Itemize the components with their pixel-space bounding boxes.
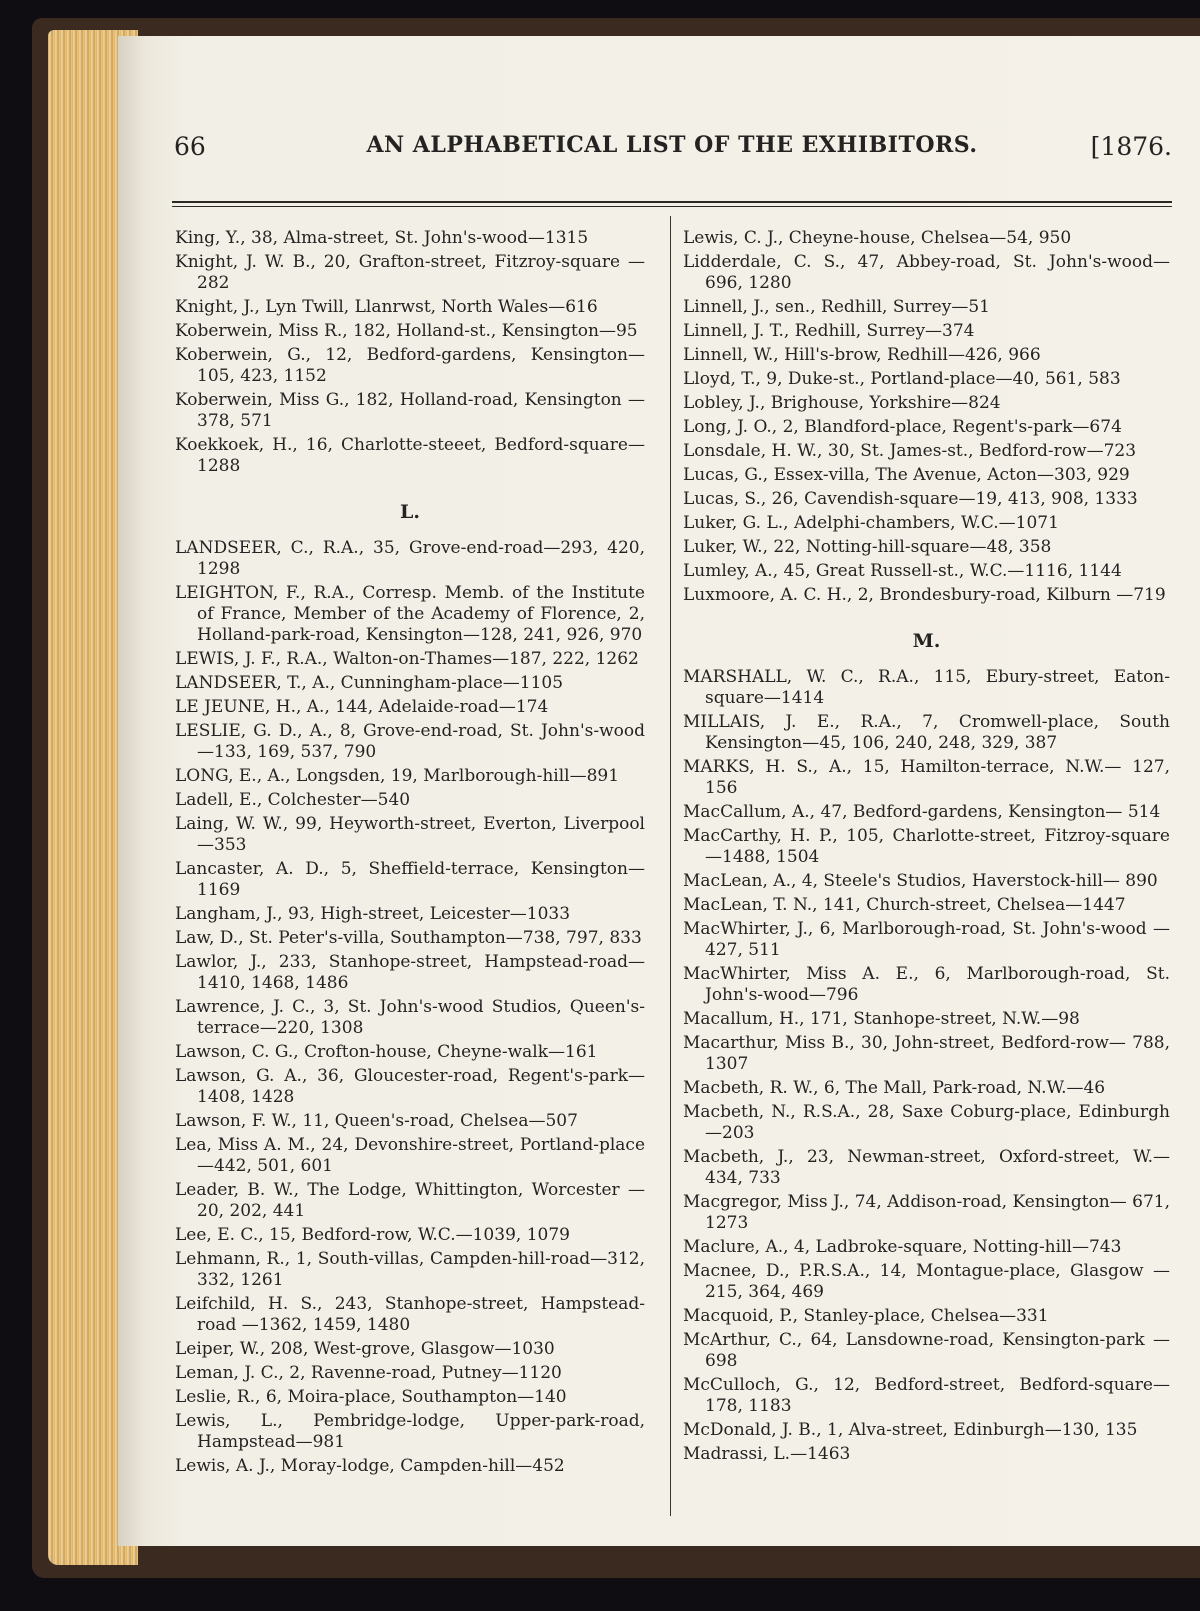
exhibitor-entry: Lonsdale, H. W., 30, St. James-st., Bedford-row—723: [683, 441, 1137, 461]
exhibitor-entry: Macgregor, Miss J., 74, Addison-road, Kensington— 671, 1273: [683, 1192, 1170, 1233]
exhibitor-entry: Lawson, F. W., 11, Queen's-road, Chelsea—507: [175, 1111, 578, 1131]
exhibitor-entry: LESLIE, G. D., A., 8, Grove-end-road, St. John's-wood—133, 169, 537, 790: [175, 721, 645, 762]
exhibitor-entry: Lewis, L., Pembridge-lodge, Upper-park-road, Hampstead—981: [175, 1411, 645, 1452]
exhibitor-entry: Koberwein, Miss R., 182, Holland-st., Kensington—95: [175, 321, 638, 341]
exhibitor-entry: King, Y., 38, Alma-street, St. John's-wood—1315: [175, 228, 589, 248]
exhibitor-entry: Macbeth, R. W., 6, The Mall, Park-road, N.W.—46: [683, 1078, 1106, 1098]
exhibitor-entry: Lancaster, A. D., 5, Sheffield-terrace, Kensington— 1169: [175, 859, 645, 900]
running-title: AN ALPHABETICAL LIST OF THE EXHIBITORS.: [366, 132, 978, 158]
exhibitor-entry: Macnee, D., P.R.S.A., 14, Montague-place, Glasgow —215, 364, 469: [683, 1261, 1170, 1302]
exhibitor-entry: Macbeth, N., R.S.A., 28, Saxe Coburg-place, Edinburgh—203: [683, 1102, 1170, 1143]
page-number: 66: [174, 132, 206, 161]
exhibitor-entry: MacWhirter, J., 6, Marlborough-road, St. John's-wood —427, 511: [683, 919, 1170, 960]
right-column: [683, 228, 1170, 1468]
exhibitor-entry: Lehmann, R., 1, South-villas, Campden-hill-road—312, 332, 1261: [175, 1249, 645, 1290]
exhibitor-entry: Macallum, H., 171, Stanhope-street, N.W.—98: [683, 1009, 1080, 1029]
exhibitor-entry: Luker, G. L., Adelphi-chambers, W.C.—1071: [683, 513, 1059, 533]
exhibitor-entry: Lawson, C. G., Crofton-house, Cheyne-walk—161: [175, 1042, 598, 1062]
left-column: [175, 228, 645, 1480]
exhibitor-entry: Lawlor, J., 233, Stanhope-street, Hampstead-road— 1410, 1468, 1486: [175, 952, 645, 993]
exhibitor-entry: MILLAIS, J. E., R.A., 7, Cromwell-place, South Kensington—45, 106, 240, 248, 329, 387: [683, 712, 1170, 753]
exhibitor-entry: Madrassi, L.—1463: [683, 1444, 851, 1464]
exhibitor-entry: LEWIS, J. F., R.A., Walton-on-Thames—187, 222, 1262: [175, 649, 639, 669]
exhibitor-entry: MARSHALL, W. C., R.A., 115, Ebury-street, Eaton-square—1414: [683, 667, 1170, 708]
exhibitor-entry: MacCallum, A., 47, Bedford-gardens, Kensington— 514: [683, 802, 1161, 822]
header-rule-thin: [172, 206, 1172, 207]
exhibitor-entry: Leman, J. C., 2, Ravenne-road, Putney—1120: [175, 1363, 562, 1383]
exhibitor-entry: Linnell, J. T., Redhill, Surrey—374: [683, 321, 975, 341]
exhibitor-entry: MARKS, H. S., A., 15, Hamilton-terrace, N.W.— 127, 156: [683, 757, 1170, 798]
section-heading-l: L.: [400, 501, 420, 523]
exhibitor-entry: Leslie, R., 6, Moira-place, Southampton—140: [175, 1387, 567, 1407]
exhibitor-entry: Linnell, W., Hill's-brow, Redhill—426, 966: [683, 345, 1041, 365]
exhibitor-entry: Lawrence, J. C., 3, St. John's-wood Studios, Queen's-terrace—220, 1308: [175, 997, 645, 1038]
header-rule: [172, 201, 1172, 203]
exhibitor-entry: LONG, E., A., Longsden, 19, Marlborough-hill—891: [175, 766, 620, 786]
exhibitor-entry: Macquoid, P., Stanley-place, Chelsea—331: [683, 1306, 1049, 1326]
exhibitor-entry: Lucas, S., 26, Cavendish-square—19, 413, 908, 1333: [683, 489, 1138, 509]
exhibitor-entry: Langham, J., 93, High-street, Leicester—1033: [175, 904, 571, 924]
exhibitor-entry: McCulloch, G., 12, Bedford-street, Bedford-square— 178, 1183: [683, 1375, 1170, 1416]
entries-m: [683, 667, 1170, 1465]
exhibitor-entry: Linnell, J., sen., Redhill, Surrey—51: [683, 297, 990, 317]
exhibitor-entry: Leader, B. W., The Lodge, Whittington, Worcester —20, 202, 441: [175, 1180, 645, 1221]
exhibitor-entry: Knight, J., Lyn Twill, Llanrwst, North Wales—616: [175, 297, 598, 317]
book-page: [118, 36, 1200, 1546]
exhibitor-entry: Lee, E. C., 15, Bedford-row, W.C.—1039, 1079: [175, 1225, 570, 1245]
exhibitor-entry: Koberwein, Miss G., 182, Holland-road, Kensington —378, 571: [175, 390, 645, 431]
exhibitor-entry: Lidderdale, C. S., 47, Abbey-road, St. John's-wood— 696, 1280: [683, 252, 1170, 293]
exhibitor-entry: Leiper, W., 208, West-grove, Glasgow—1030: [175, 1339, 555, 1359]
exhibitor-entry: MacLean, A., 4, Steele's Studios, Haverstock-hill— 890: [683, 871, 1158, 891]
exhibitor-entry: McArthur, C., 64, Lansdowne-road, Kensington-park —698: [683, 1330, 1170, 1371]
exhibitor-entry: Lewis, A. J., Moray-lodge, Campden-hill—452: [175, 1456, 565, 1476]
exhibitor-entry: MacCarthy, H. P., 105, Charlotte-street, Fitzroy-square—1488, 1504: [683, 826, 1170, 867]
exhibitor-entry: Laing, W. W., 99, Heyworth-street, Everton, Liverpool—353: [175, 814, 645, 855]
exhibitor-entry: Macarthur, Miss B., 30, John-street, Bedford-row— 788, 1307: [683, 1033, 1170, 1074]
exhibitor-entry: Koberwein, G., 12, Bedford-gardens, Kensington—105, 423, 1152: [175, 345, 645, 386]
exhibitor-entry: LANDSEER, C., R.A., 35, Grove-end-road—293, 420, 1298: [175, 538, 645, 579]
entries-l-continued: [683, 228, 1170, 606]
exhibitor-entry: Lumley, A., 45, Great Russell-st., W.C.—1116, 1144: [683, 561, 1122, 581]
section-heading-m: M.: [912, 630, 941, 652]
exhibitor-entry: Lucas, G., Essex-villa, The Avenue, Acton—303, 929: [683, 465, 1130, 485]
exhibitor-entry: Lawson, G. A., 36, Gloucester-road, Regent's-park— 1408, 1428: [175, 1066, 645, 1107]
exhibitor-entry: Long, J. O., 2, Blandford-place, Regent's-park—674: [683, 417, 1122, 437]
year: [1876.: [1090, 132, 1172, 161]
exhibitor-entry: Maclure, A., 4, Ladbroke-square, Notting-hill—743: [683, 1237, 1122, 1257]
exhibitor-entry: McDonald, J. B., 1, Alva-street, Edinburgh—130, 135: [683, 1420, 1138, 1440]
exhibitor-entry: MacLean, T. N., 141, Church-street, Chelsea—1447: [683, 895, 1126, 915]
exhibitor-entry: MacWhirter, Miss A. E., 6, Marlborough-road, St. John's-wood—796: [683, 964, 1170, 1005]
exhibitor-entry: Koekkoek, H., 16, Charlotte-steeet, Bedford-square— 1288: [175, 435, 645, 476]
exhibitor-entry: Lewis, C. J., Cheyne-house, Chelsea—54, 950: [683, 228, 1072, 248]
page-header: [172, 128, 1172, 168]
exhibitor-entry: Lobley, J., Brighouse, Yorkshire—824: [683, 393, 1001, 413]
exhibitor-entry: Luxmoore, A. C. H., 2, Brondesbury-road, Kilburn —719: [683, 585, 1166, 605]
entries-k: [175, 228, 645, 477]
exhibitor-entry: LANDSEER, T., A., Cunningham-place—1105: [175, 673, 564, 693]
exhibitor-entry: Law, D., St. Peter's-villa, Southampton—738, 797, 833: [175, 928, 642, 948]
exhibitor-entry: Ladell, E., Colchester—540: [175, 790, 411, 810]
column-divider: [670, 216, 671, 1516]
exhibitor-entry: Luker, W., 22, Notting-hill-square—48, 358: [683, 537, 1052, 557]
exhibitor-entry: Knight, J. W. B., 20, Grafton-street, Fitzroy-square —282: [175, 252, 645, 293]
exhibitor-entry: Lea, Miss A. M., 24, Devonshire-street, Portland-place —442, 501, 601: [175, 1135, 645, 1176]
exhibitor-entry: LEIGHTON, F., R.A., Corresp. Memb. of the Institute of France, Member of the Academy of Florence, 2, Holland-park-road, Kensington—128, 241, 926, 970: [175, 583, 645, 645]
exhibitor-entry: LE JEUNE, H., A., 144, Adelaide-road—174: [175, 697, 549, 717]
exhibitor-entry: Leifchild, H. S., 243, Stanhope-street, Hampstead-road —1362, 1459, 1480: [175, 1294, 645, 1335]
entries-l: [175, 538, 645, 1477]
exhibitor-entry: Lloyd, T., 9, Duke-st., Portland-place—40, 561, 583: [683, 369, 1121, 389]
exhibitor-entry: Macbeth, J., 23, Newman-street, Oxford-street, W.— 434, 733: [683, 1147, 1170, 1188]
